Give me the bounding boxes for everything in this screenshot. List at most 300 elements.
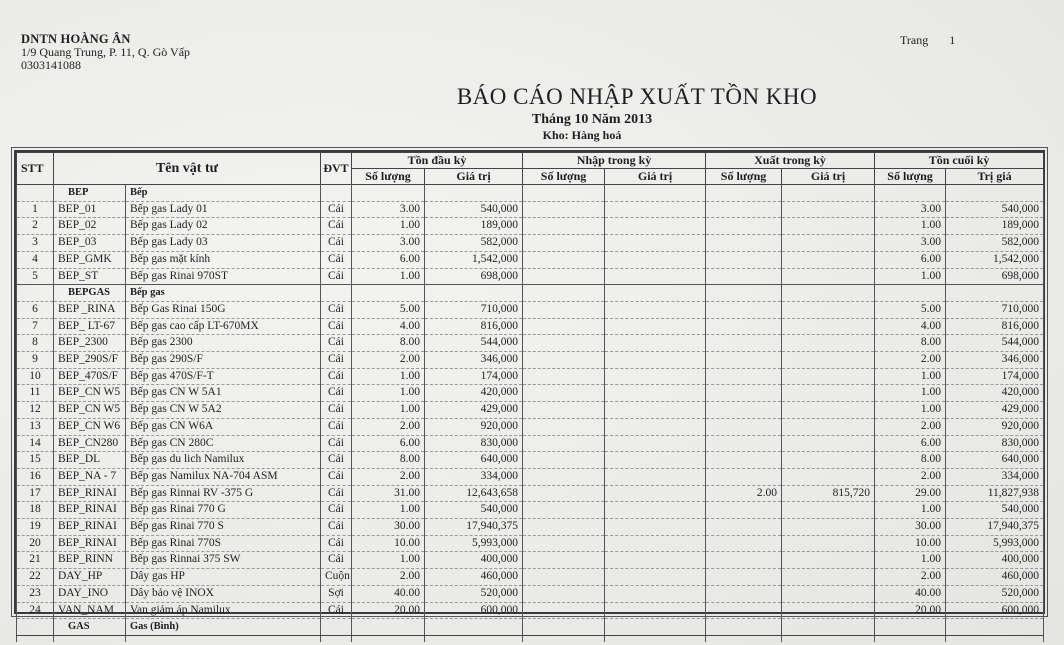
row-unit: Cái bbox=[321, 201, 352, 218]
row-closing-value: 540,000 bbox=[946, 201, 1044, 218]
row-export-qty bbox=[706, 301, 782, 318]
row-code: BEP_CN W6 bbox=[54, 418, 126, 435]
empty-cell bbox=[875, 185, 946, 202]
row-export-value bbox=[782, 335, 875, 352]
row-opening-value: 540,000 bbox=[425, 201, 523, 218]
table-row bbox=[17, 569, 1044, 586]
row-opening-qty: 40.00 bbox=[352, 585, 425, 602]
header-opening: Tồn đầu kỳ bbox=[352, 153, 523, 169]
empty-cell bbox=[352, 619, 425, 636]
row-import-qty bbox=[523, 502, 605, 519]
empty-cell bbox=[946, 185, 1044, 202]
row-closing-qty: 2.00 bbox=[875, 352, 946, 369]
row-export-qty bbox=[706, 569, 782, 586]
row-export-qty bbox=[706, 452, 782, 469]
row-closing-value: 460,000 bbox=[946, 569, 1044, 586]
header-opening-value: Giá trị bbox=[425, 169, 523, 185]
row-stt: 4 bbox=[17, 251, 54, 268]
row-import-qty bbox=[523, 535, 605, 552]
row-opening-value: 920,000 bbox=[425, 418, 523, 435]
row-closing-value: 11,827,938 bbox=[946, 485, 1044, 502]
empty-cell bbox=[425, 285, 523, 302]
row-opening-value: 17,940,375 bbox=[425, 519, 523, 536]
row-item-name: Bếp gas Lady 01 bbox=[126, 201, 321, 218]
row-code: BEP_RINAI bbox=[54, 502, 126, 519]
row-import-value bbox=[605, 569, 706, 586]
row-item-name: Bếp gas cao cấp LT-670MX bbox=[126, 318, 321, 335]
row-export-qty bbox=[706, 201, 782, 218]
row-unit: Cái bbox=[321, 502, 352, 519]
row-import-value bbox=[605, 402, 706, 419]
table-row bbox=[17, 385, 1044, 402]
row-opening-qty: 1.00 bbox=[352, 502, 425, 519]
row-unit: Sợi bbox=[321, 585, 352, 602]
row-opening-value: 400,000 bbox=[425, 552, 523, 569]
table-row bbox=[17, 485, 1044, 502]
row-item-name: Dây gas HP bbox=[126, 569, 321, 586]
row-closing-value: 334,000 bbox=[946, 468, 1044, 485]
row-stt: 6 bbox=[17, 301, 54, 318]
row-export-value bbox=[782, 418, 875, 435]
row-opening-qty: 20.00 bbox=[352, 602, 425, 619]
row-opening-value: 346,000 bbox=[425, 352, 523, 369]
row-item-name: Bếp gas Rinnai RV -375 G bbox=[126, 485, 321, 502]
row-opening-qty: 4.00 bbox=[352, 318, 425, 335]
row-export-qty bbox=[706, 418, 782, 435]
header-closing-value: Trị giá bbox=[946, 169, 1044, 185]
row-closing-qty: 10.00 bbox=[875, 535, 946, 552]
row-import-qty bbox=[523, 201, 605, 218]
empty-cell bbox=[706, 185, 782, 202]
empty-cell bbox=[17, 619, 54, 636]
table-row bbox=[17, 368, 1044, 385]
row-stt: 15 bbox=[17, 452, 54, 469]
row-import-value bbox=[605, 301, 706, 318]
empty-cell bbox=[17, 635, 54, 642]
row-closing-qty: 1.00 bbox=[875, 385, 946, 402]
row-export-qty bbox=[706, 552, 782, 569]
row-item-name: Bếp gas Rinai 770 G bbox=[126, 502, 321, 519]
row-opening-value: 640,000 bbox=[425, 452, 523, 469]
row-export-qty bbox=[706, 435, 782, 452]
row-export-value bbox=[782, 352, 875, 369]
row-unit: Cuộn bbox=[321, 569, 352, 586]
table-row bbox=[17, 235, 1044, 252]
row-export-value bbox=[782, 368, 875, 385]
row-closing-qty: 2.00 bbox=[875, 468, 946, 485]
row-closing-value: 17,940,375 bbox=[946, 519, 1044, 536]
row-import-value bbox=[605, 585, 706, 602]
empty-cell bbox=[126, 635, 321, 642]
row-closing-value: 640,000 bbox=[946, 452, 1044, 469]
row-stt: 2 bbox=[17, 218, 54, 235]
empty-cell bbox=[523, 635, 605, 642]
table-row bbox=[17, 418, 1044, 435]
empty-cell bbox=[782, 185, 875, 202]
row-closing-value: 5,993,000 bbox=[946, 535, 1044, 552]
row-unit: Cái bbox=[321, 335, 352, 352]
empty-cell bbox=[946, 635, 1044, 642]
group-row bbox=[17, 185, 1044, 202]
empty-cell bbox=[875, 619, 946, 636]
row-opening-qty: 1.00 bbox=[352, 385, 425, 402]
row-opening-value: 174,000 bbox=[425, 368, 523, 385]
row-import-value bbox=[605, 385, 706, 402]
row-code: BEP_RINN bbox=[54, 552, 126, 569]
row-opening-value: 698,000 bbox=[425, 268, 523, 285]
row-import-qty bbox=[523, 418, 605, 435]
report-period: Tháng 10 Năm 2013 bbox=[531, 112, 653, 127]
row-stt: 13 bbox=[17, 418, 54, 435]
empty-cell bbox=[17, 185, 54, 202]
row-unit: Cái bbox=[321, 218, 352, 235]
row-opening-qty: 5.00 bbox=[352, 301, 425, 318]
row-import-value bbox=[605, 368, 706, 385]
row-opening-value: 520,000 bbox=[425, 585, 523, 602]
row-stt: 9 bbox=[17, 352, 54, 369]
row-item-name: Bếp gas Rinai 970ST bbox=[126, 268, 321, 285]
row-closing-qty: 5.00 bbox=[875, 301, 946, 318]
empty-cell bbox=[523, 285, 605, 302]
row-import-qty bbox=[523, 452, 605, 469]
company-tax-code: 0303141088 bbox=[21, 58, 81, 72]
row-closing-qty: 1.00 bbox=[875, 502, 946, 519]
row-item-name: Bếp gas Rinai 770 S bbox=[126, 519, 321, 536]
row-import-value bbox=[605, 218, 706, 235]
row-closing-qty: 6.00 bbox=[875, 435, 946, 452]
page-number bbox=[900, 33, 973, 48]
header-closing-qty: Số lượng bbox=[875, 169, 946, 185]
row-unit: Cái bbox=[321, 251, 352, 268]
empty-cell bbox=[352, 285, 425, 302]
report-warehouse: Kho: Hàng hoá bbox=[542, 128, 622, 142]
row-closing-value: 830,000 bbox=[946, 435, 1044, 452]
row-import-qty bbox=[523, 569, 605, 586]
row-export-qty bbox=[706, 502, 782, 519]
header-import: Nhập trong kỳ bbox=[523, 153, 706, 169]
table-row bbox=[17, 318, 1044, 335]
row-code: BEP_290S/F bbox=[54, 352, 126, 369]
row-export-value bbox=[782, 201, 875, 218]
row-export-value bbox=[782, 385, 875, 402]
row-closing-value: 429,000 bbox=[946, 402, 1044, 419]
row-opening-value: 830,000 bbox=[425, 435, 523, 452]
row-export-qty: 2.00 bbox=[706, 485, 782, 502]
row-item-name: Bếp gas Lady 02 bbox=[126, 218, 321, 235]
row-import-value bbox=[605, 468, 706, 485]
table-row bbox=[17, 435, 1044, 452]
row-code: BEP_03 bbox=[54, 235, 126, 252]
header-item-name: Tên vật tư bbox=[54, 153, 321, 185]
row-export-qty bbox=[706, 268, 782, 285]
group-row bbox=[17, 619, 1044, 636]
header-stt: STT bbox=[17, 153, 54, 185]
row-import-value bbox=[605, 268, 706, 285]
row-export-value bbox=[782, 301, 875, 318]
row-stt: 19 bbox=[17, 519, 54, 536]
row-closing-qty: 30.00 bbox=[875, 519, 946, 536]
row-export-qty bbox=[706, 352, 782, 369]
row-opening-value: 189,000 bbox=[425, 218, 523, 235]
row-closing-qty: 29.00 bbox=[875, 485, 946, 502]
row-closing-qty: 8.00 bbox=[875, 335, 946, 352]
row-opening-value: 1,542,000 bbox=[425, 251, 523, 268]
row-import-qty bbox=[523, 435, 605, 452]
group-code: BEP bbox=[54, 185, 126, 202]
row-export-qty bbox=[706, 385, 782, 402]
row-code: BEP_470S/F bbox=[54, 368, 126, 385]
row-export-qty bbox=[706, 402, 782, 419]
row-import-qty bbox=[523, 218, 605, 235]
row-import-value bbox=[605, 318, 706, 335]
empty-cell bbox=[706, 635, 782, 642]
row-unit: Cái bbox=[321, 385, 352, 402]
row-export-qty bbox=[706, 368, 782, 385]
report-title: BÁO CÁO NHẬP XUẤT TỒN KHO bbox=[456, 84, 818, 109]
row-export-value bbox=[782, 402, 875, 419]
row-unit: Cái bbox=[321, 402, 352, 419]
group-name: Gas (Bình) bbox=[126, 619, 321, 636]
table-row bbox=[17, 452, 1044, 469]
row-stt: 24 bbox=[17, 602, 54, 619]
row-import-qty bbox=[523, 585, 605, 602]
empty-cell bbox=[321, 185, 352, 202]
row-closing-qty: 1.00 bbox=[875, 368, 946, 385]
row-opening-value: 600,000 bbox=[425, 602, 523, 619]
row-import-qty bbox=[523, 368, 605, 385]
row-stt: 3 bbox=[17, 235, 54, 252]
header-unit: ĐVT bbox=[321, 153, 352, 185]
company-address: 1/9 Quang Trung, P. 11, Q. Gò Vấp bbox=[21, 45, 191, 59]
row-stt: 22 bbox=[17, 569, 54, 586]
row-closing-value: 920,000 bbox=[946, 418, 1044, 435]
row-export-value bbox=[782, 519, 875, 536]
table-row bbox=[17, 402, 1044, 419]
row-import-value bbox=[605, 535, 706, 552]
empty-cell bbox=[54, 635, 126, 642]
row-item-name: Bếp gas mặt kính bbox=[126, 251, 321, 268]
row-closing-value: 544,000 bbox=[946, 335, 1044, 352]
row-closing-qty: 6.00 bbox=[875, 251, 946, 268]
row-unit: Cái bbox=[321, 468, 352, 485]
row-stt: 20 bbox=[17, 535, 54, 552]
row-code: BEP_RINAI bbox=[54, 485, 126, 502]
row-opening-value: 429,000 bbox=[425, 402, 523, 419]
row-import-value bbox=[605, 452, 706, 469]
row-import-qty bbox=[523, 519, 605, 536]
row-item-name: Bếp gas 470S/F-T bbox=[126, 368, 321, 385]
page-value: 1 bbox=[949, 33, 956, 47]
row-stt: 21 bbox=[17, 552, 54, 569]
row-code: BEP_RINAI bbox=[54, 519, 126, 536]
row-import-qty bbox=[523, 602, 605, 619]
row-closing-value: 582,000 bbox=[946, 235, 1044, 252]
empty-cell bbox=[17, 285, 54, 302]
row-closing-value: 540,000 bbox=[946, 502, 1044, 519]
empty-cell bbox=[352, 185, 425, 202]
row-import-value bbox=[605, 602, 706, 619]
row-stt: 23 bbox=[17, 585, 54, 602]
row-stt: 7 bbox=[17, 318, 54, 335]
table-row bbox=[17, 335, 1044, 352]
header-export-value: Giá trị bbox=[782, 169, 875, 185]
row-closing-qty: 3.00 bbox=[875, 235, 946, 252]
row-import-qty bbox=[523, 402, 605, 419]
row-item-name: Bếp gas Namilux NA-704 ASM bbox=[126, 468, 321, 485]
table-row bbox=[17, 468, 1044, 485]
row-closing-value: 710,000 bbox=[946, 301, 1044, 318]
row-opening-qty: 1.00 bbox=[352, 552, 425, 569]
row-export-value bbox=[782, 535, 875, 552]
row-opening-qty: 1.00 bbox=[352, 368, 425, 385]
row-stt: 18 bbox=[17, 502, 54, 519]
row-code: BEP_DL bbox=[54, 452, 126, 469]
row-import-qty bbox=[523, 485, 605, 502]
row-closing-qty: 1.00 bbox=[875, 218, 946, 235]
row-code: VAN_NAM bbox=[54, 602, 126, 619]
group-code: GAS bbox=[54, 619, 126, 636]
row-export-value bbox=[782, 468, 875, 485]
row-import-value bbox=[605, 435, 706, 452]
page-label: Trang bbox=[900, 33, 929, 47]
row-opening-value: 334,000 bbox=[425, 468, 523, 485]
row-stt: 1 bbox=[17, 201, 54, 218]
row-code: BEP_02 bbox=[54, 218, 126, 235]
row-closing-value: 698,000 bbox=[946, 268, 1044, 285]
header-import-value: Giá trị bbox=[605, 169, 706, 185]
table-row bbox=[17, 352, 1044, 369]
row-item-name: Bếp gas CN W6A bbox=[126, 418, 321, 435]
empty-cell bbox=[425, 635, 523, 642]
row-code: BEP_CN280 bbox=[54, 435, 126, 452]
row-import-qty bbox=[523, 301, 605, 318]
row-closing-value: 420,000 bbox=[946, 385, 1044, 402]
row-opening-value: 710,000 bbox=[425, 301, 523, 318]
row-closing-qty: 2.00 bbox=[875, 569, 946, 586]
empty-cell bbox=[605, 185, 706, 202]
company-name: DNTN HOÀNG ÂN bbox=[21, 32, 131, 46]
row-unit: Cái bbox=[321, 268, 352, 285]
row-import-value bbox=[605, 235, 706, 252]
row-item-name: Bếp gas Lady 03 bbox=[126, 235, 321, 252]
row-closing-value: 400,000 bbox=[946, 552, 1044, 569]
company-info bbox=[21, 33, 190, 72]
row-item-name: Bếp gas 290S/F bbox=[126, 352, 321, 369]
inventory-table-body bbox=[17, 185, 1044, 642]
row-import-qty bbox=[523, 552, 605, 569]
row-export-qty bbox=[706, 318, 782, 335]
row-export-value bbox=[782, 602, 875, 619]
row-opening-value: 5,993,000 bbox=[425, 535, 523, 552]
row-closing-qty: 20.00 bbox=[875, 602, 946, 619]
row-code: BEP _RINA bbox=[54, 301, 126, 318]
empty-cell bbox=[782, 619, 875, 636]
row-code: DAY_INO bbox=[54, 585, 126, 602]
table-row bbox=[17, 251, 1044, 268]
row-closing-qty: 40.00 bbox=[875, 585, 946, 602]
row-stt: 17 bbox=[17, 485, 54, 502]
row-export-value bbox=[782, 502, 875, 519]
empty-cell bbox=[706, 285, 782, 302]
row-export-qty bbox=[706, 218, 782, 235]
row-item-name: Bếp gas Rinai 770S bbox=[126, 535, 321, 552]
row-export-value bbox=[782, 218, 875, 235]
row-code: BEP_2300 bbox=[54, 335, 126, 352]
row-code: BEP_RINAI bbox=[54, 535, 126, 552]
table-row bbox=[17, 268, 1044, 285]
row-export-qty bbox=[706, 468, 782, 485]
row-import-value bbox=[605, 552, 706, 569]
row-export-value: 815,720 bbox=[782, 485, 875, 502]
table-row bbox=[17, 585, 1044, 602]
table-row bbox=[17, 502, 1044, 519]
row-closing-qty: 1.00 bbox=[875, 268, 946, 285]
row-opening-value: 582,000 bbox=[425, 235, 523, 252]
empty-cell bbox=[352, 635, 425, 642]
empty-cell bbox=[605, 635, 706, 642]
row-opening-qty: 31.00 bbox=[352, 485, 425, 502]
row-import-value bbox=[605, 352, 706, 369]
row-stt: 10 bbox=[17, 368, 54, 385]
row-closing-qty: 3.00 bbox=[875, 201, 946, 218]
row-opening-value: 816,000 bbox=[425, 318, 523, 335]
empty-cell bbox=[782, 635, 875, 642]
row-opening-qty: 2.00 bbox=[352, 569, 425, 586]
row-opening-qty: 10.00 bbox=[352, 535, 425, 552]
group-code: BEPGAS bbox=[54, 285, 126, 302]
row-closing-qty: 2.00 bbox=[875, 418, 946, 435]
row-opening-qty: 6.00 bbox=[352, 251, 425, 268]
row-import-value bbox=[605, 485, 706, 502]
row-export-value bbox=[782, 585, 875, 602]
empty-cell bbox=[605, 619, 706, 636]
row-opening-qty: 2.00 bbox=[352, 352, 425, 369]
group-name: Bếp bbox=[126, 185, 321, 202]
row-export-qty bbox=[706, 235, 782, 252]
row-item-name: Bếp gas 2300 bbox=[126, 335, 321, 352]
report-header bbox=[0, 84, 1064, 143]
row-export-value bbox=[782, 251, 875, 268]
row-unit: Cái bbox=[321, 452, 352, 469]
row-import-qty bbox=[523, 251, 605, 268]
row-closing-qty: 4.00 bbox=[875, 318, 946, 335]
row-import-qty bbox=[523, 468, 605, 485]
empty-cell bbox=[321, 619, 352, 636]
row-opening-qty: 1.00 bbox=[352, 268, 425, 285]
row-import-value bbox=[605, 335, 706, 352]
row-import-value bbox=[605, 519, 706, 536]
row-export-value bbox=[782, 552, 875, 569]
row-closing-qty: 1.00 bbox=[875, 402, 946, 419]
row-opening-qty: 3.00 bbox=[352, 235, 425, 252]
row-export-qty bbox=[706, 335, 782, 352]
row-import-qty bbox=[523, 335, 605, 352]
row-code: BEP_01 bbox=[54, 201, 126, 218]
row-item-name: Van giảm áp Namilux bbox=[126, 602, 321, 619]
empty-cell bbox=[321, 635, 352, 642]
row-unit: Cái bbox=[321, 301, 352, 318]
empty-cell bbox=[321, 285, 352, 302]
header-export-qty: Số lượng bbox=[706, 169, 782, 185]
row-code: BEP_CN W5 bbox=[54, 385, 126, 402]
row-export-value bbox=[782, 452, 875, 469]
row-unit: Cái bbox=[321, 368, 352, 385]
table-end-row bbox=[17, 635, 1044, 642]
table-row bbox=[17, 201, 1044, 218]
header-import-qty: Số lượng bbox=[523, 169, 605, 185]
row-stt: 11 bbox=[17, 385, 54, 402]
row-import-qty bbox=[523, 385, 605, 402]
